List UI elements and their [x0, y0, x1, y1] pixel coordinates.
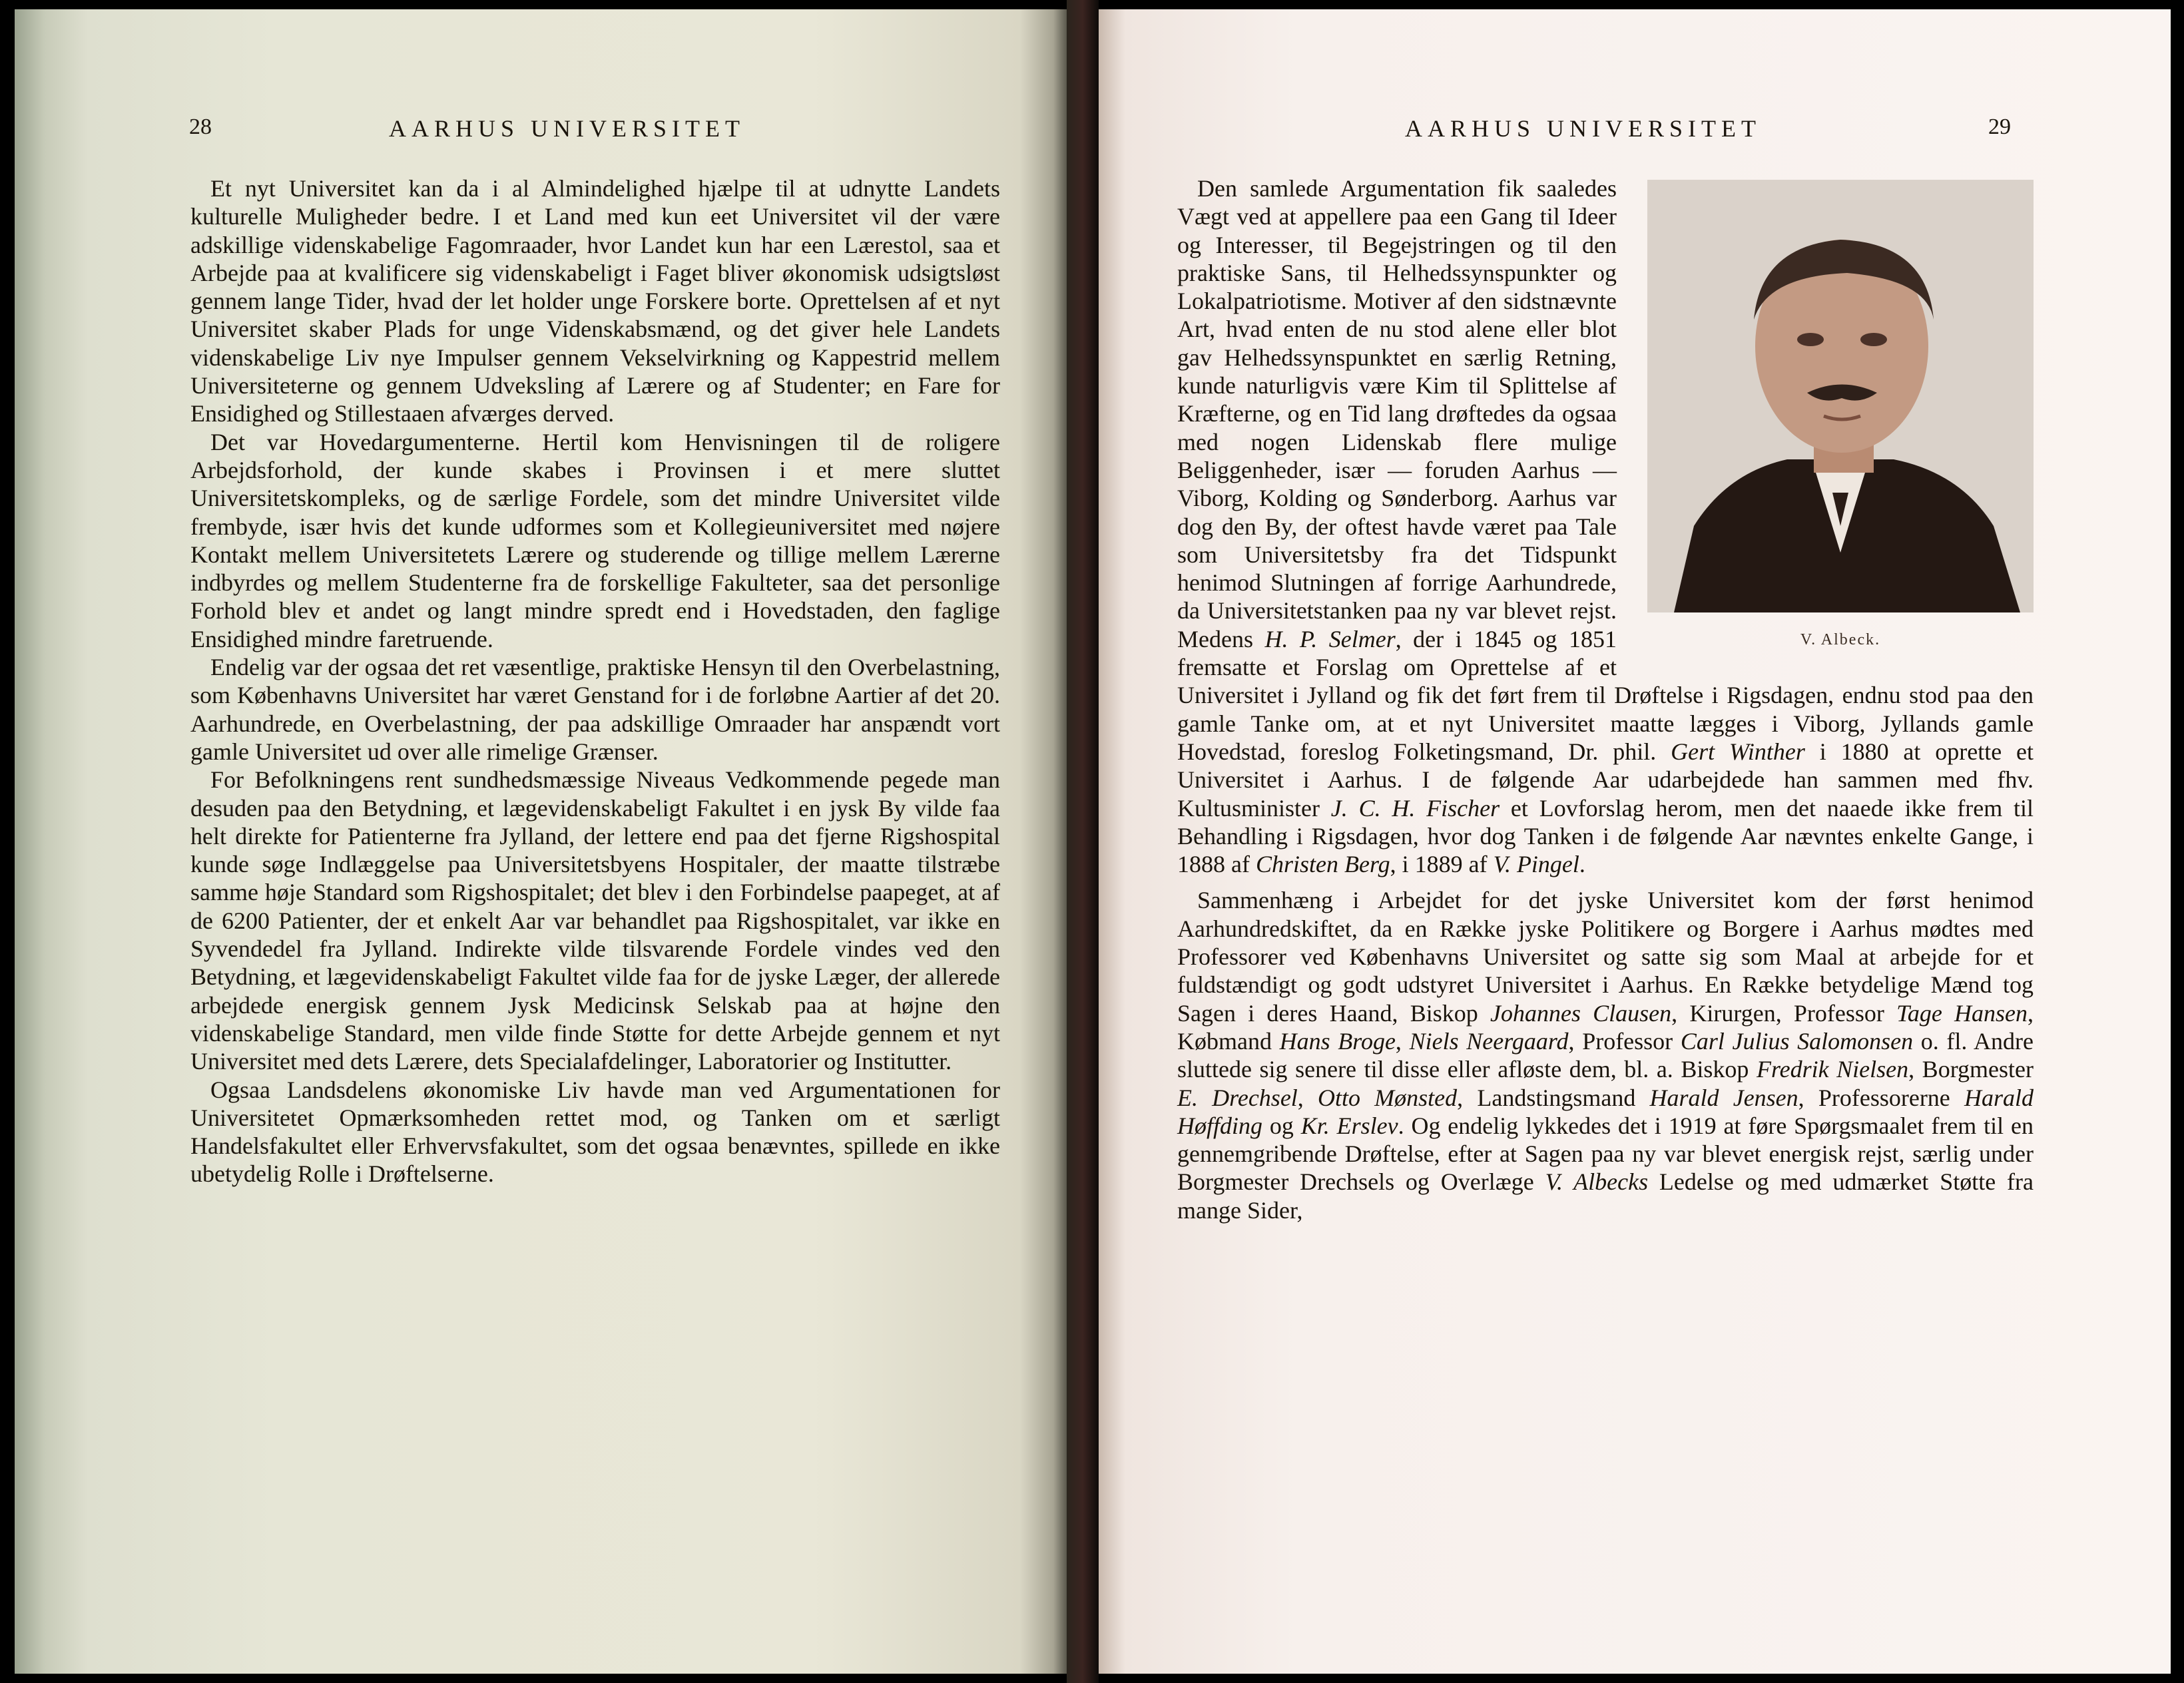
person-name: Harald Høffding — [1177, 1084, 2034, 1139]
text-run: , i 1889 af — [1390, 851, 1494, 878]
text-run: . — [1579, 851, 1585, 878]
person-name: Otto Mønsted — [1317, 1084, 1458, 1111]
running-head-left: AARHUS UNIVERSITET — [389, 115, 745, 142]
paragraph: Et nyt Universitet kan da i al Almindelighed hjælpe til at udnytte Landets kulturelle Muligheder bedre. I et Land med kun eet Universitet vil der være adskillige videnskabelige Fagomraader, hvor Landet kun har een Lærestol, saa et Arbejde paa at kvalificere sig videnskabeligt i Faget bliver økonomisk udsigtsløst gennem lange Tider, hvad der let holder unge Forskere borte. Oprettelsen af et nyt Universitet skaber Plads for unge Videnskabsmænd, og det giver hele Landets videnskabelige Liv nye Impulser gennem Vekselvirkning og Kappestrid mellem Universiteterne og gennem Udveksling af Lærere og af Studenter; en Fare for Ensidighed og Stillestaaen afværges derved. — [190, 175, 1000, 427]
text-run: et Lovforslag herom, men det naaede ikke frem til Behandling i Rigsdagen, hvor dog Tanken i de følgende Aar nævntes enkelte Gange, i 1888 af — [1177, 794, 2034, 878]
text-run: , Professorerne — [1798, 1084, 1964, 1111]
left-body-text — [190, 174, 1000, 1188]
text-run: , Borgmester — [1908, 1056, 2034, 1083]
text-run: , Landstingsmand — [1457, 1084, 1650, 1111]
page-number-right: 29 — [1988, 115, 2011, 139]
person-name: Tage Hansen — [1896, 999, 2028, 1027]
portrait-figure — [1637, 180, 2034, 654]
person-name: Christen Berg — [1255, 851, 1390, 878]
person-name: Kr. Erslev — [1300, 1112, 1398, 1139]
person-name: Gert Winther — [1671, 738, 1805, 765]
text-run: , — [1395, 1027, 1410, 1055]
paragraph: Det var Hovedargumenterne. Hertil kom Henvisningen til de roligere Arbejdsforhold, der kunde skabes i Provinsen i et mere sluttet Universitetskompleks, og de særlige Fordele, som det mindre Universitet vilde frembyde, især hvis det kunde udformes som et Kollegieuniversitet med nøjere Kontakt mellem Universitetets Lærere og studerende og tillige mellem Lærerne indbyrdes og mellem Studenterne fra de forskellige Fakulteter, saa det personlige Forhold blev et andet og langt mindre spredt end i Hovedstaden, den faglige Ensidighed mindre faretruende. — [190, 428, 1000, 652]
text-run: Ledelse og med udmærket Støtte fra mange Sider, — [1177, 1168, 2034, 1224]
paragraph — [1177, 886, 2034, 1224]
text-run: , der i 1845 og 1851 fremsatte et Forslag om Oprettelse af et Universitet i Jylland og fik det ført frem til Drøftelse i Rigsdagen, endnu stod paa den gamle Tanke om, at et nyt Universitet maatte lægges i Viborg, Jyllands gamle Hovedstad, foreslog Folketingsmand, Dr. phil. — [1177, 625, 2034, 765]
person-name: Carl Julius Salomonsen — [1680, 1027, 1914, 1055]
text-run: . Og endelig lykkedes det i 1919 at føre Spørgsmaalet frem til en gennemgribende Drøftelse, efter at Sagen paa ny var blevet energisk rejst, særlig under Borgmester Drechsels og Overlæge — [1177, 1112, 2034, 1196]
book-spine — [1067, 0, 1099, 1683]
running-head-right: AARHUS UNIVERSITET — [1405, 115, 1761, 142]
person-name: Hans Broge — [1279, 1027, 1396, 1055]
text-run: o. fl. Andre sluttede sig senere til disse eller afløste dem, bl. a. Biskop — [1177, 1027, 2034, 1083]
text-run: i 1880 at oprette et Universitet i Aarhus. I de følgende Aar udarbejdede han sammen med fhv. Kultusminister — [1177, 738, 2034, 822]
person-name: Harald Jensen — [1649, 1084, 1798, 1111]
text-run: Sammenhæng i Arbejdet for det jyske Universitet kom der først henimod Aarhundredskiftet, da en Række jyske Politikere og Borgere i Aarhus mødtes med Professorer ved Københavns Universitet og satte sig som Maal at arbejde for et fuldstændigt og godt udstyret Universitet i Aarhus. En Række betydelige Mænd tog Sagen i deres Haand, Biskop — [1177, 887, 2034, 1027]
photo-caption: V. Albeck. — [1800, 631, 1881, 648]
person-name: J. C. H. Fischer — [1330, 794, 1500, 822]
paragraph: Endelig var der ogsaa det ret væsentlige, praktiske Hensyn til den Overbelastning, som Københavns Universitet har været Genstand for i de forløbne Aartier af det 20. Aarhundrede, en Overbelastning, der paa adskillige Omraader har anspændt vort gamle Universitet ud over alle rimelige Grænser. — [190, 654, 1000, 765]
text-run: , — [1297, 1084, 1318, 1111]
person-name: E. Drechsel — [1177, 1084, 1298, 1111]
left-page — [15, 9, 1067, 1674]
person-name: Niels Neergaard — [1409, 1027, 1569, 1055]
right-body-text — [1177, 174, 2034, 1224]
text-run: Den samlede Argumentation fik saaledes Vægt ved at appellere paa een Gang til Ideer og Interesser, til Begejstringen og til den praktiske Sans, til Helhedssynspunkter og Lokalpatriotisme. Motiver af den sidstnævnte Art, hvad enten de nu stod alene eller blot gav Helhedssynspunktet en særlig Retning, kunde naturligvis være Kim til Splittelse af Kræfterne, og en Tid lang drøftedes da ogsaa med nogen Lidenskab flere mulige Beliggenheder, især — foruden Aarhus — Viborg, Kolding og Sønderborg. Aarhus var dog den By, der oftest havde været paa Tale som Universitetsby fra det Tidspunkt henimod Slutningen af forrige Aarhundrede, da Universitetstanken paa ny var blevet rejst. Medens — [1177, 175, 1617, 652]
person-name: H. P. Selmer — [1264, 625, 1396, 652]
person-name: V. Albecks — [1545, 1168, 1649, 1196]
right-page — [1099, 9, 2171, 1674]
text-run: , Købmand — [1177, 999, 2034, 1055]
person-name: V. Pingel — [1493, 851, 1579, 878]
paragraph: Ogsaa Landsdelens økonomiske Liv havde man ved Argumentationen for Universitetet Opmærksomheden rettet mod, og Tanken om et særligt Handelsfakultet eller Erhvervsfakultet, som det ogsaa benævntes, spillede en ikke ubetydelig Rolle i Drøftelserne. — [190, 1076, 1000, 1188]
portrait-photo — [1647, 180, 2034, 612]
person-name: Fredrik Nielsen — [1756, 1056, 1909, 1083]
page-number-left: 28 — [189, 115, 212, 139]
text-run: og — [1262, 1112, 1301, 1139]
text-run: , Professor — [1568, 1027, 1681, 1055]
paragraph: For Befolkningens rent sundhedsmæssige Niveaus Vedkommende pegede man desuden paa den Betydning, et lægevidenskabeligt Fakultet i en jysk By vilde faa helt direkte for Patienterne fra Jylland, der lettere end paa det fjerne Rigshospital kunde søge Indlæggelse paa Universitetsbyens Hospitaler, der maatte tilstræbe samme høje Standard som Rigshospitalet; det blev i den Forbindelse paapeget, at af de 6200 Patienter, der et enkelt Aar var behandlet paa Rigshospitalet, var ikke en Syvendedel fra Jylland. Indirekte vilde tilsvarende Fordele vindes ved den Betydning, et lægevidenskabeligt Fakultet vilde faa for de jyske Læger, der allerede arbejdede energisk gennem Jysk Medicinsk Selskab paa at højne den videnskabelige Standard, men vilde finde Støtte for dette Arbejde gennem et nyt Universitet med dets Lærere, dets Specialafdelinger, Laboratorier og Institutter. — [190, 766, 1000, 1075]
person-name: Johannes Clausen — [1490, 999, 1672, 1027]
text-run: , Kirurgen, Professor — [1671, 999, 1897, 1027]
